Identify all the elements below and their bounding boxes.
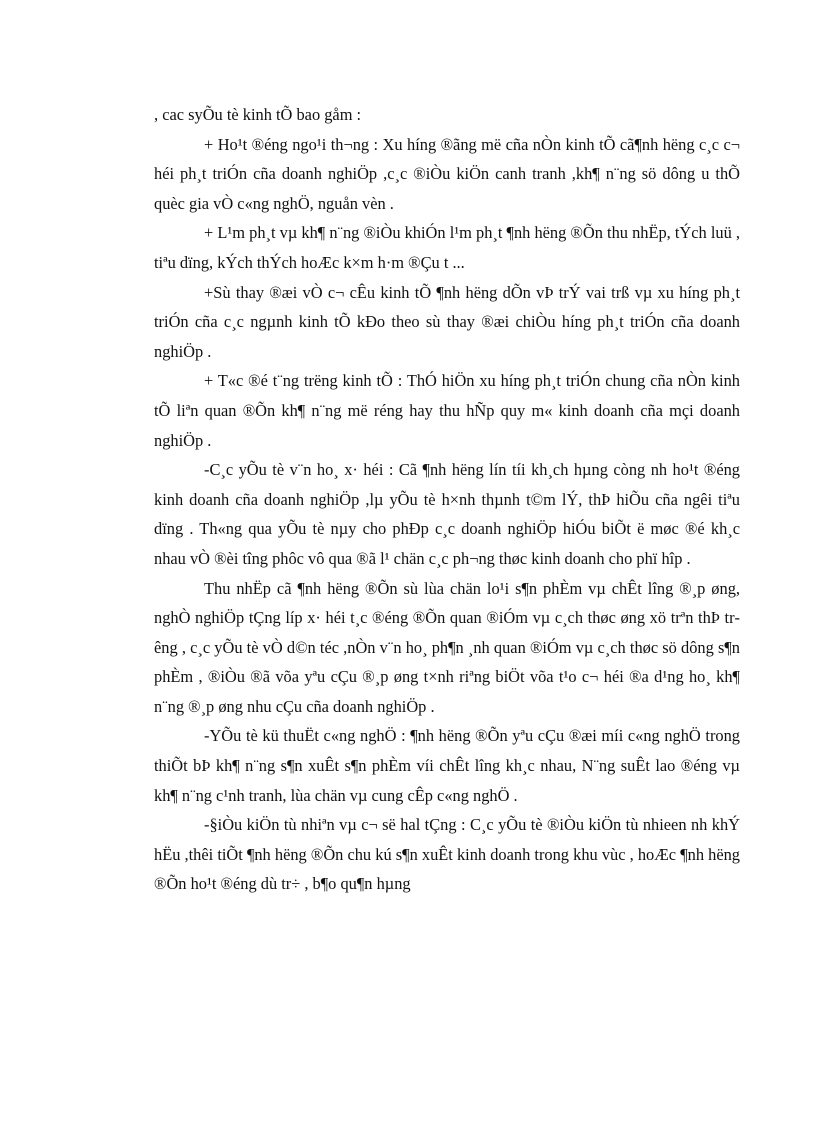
paragraph-natural-conditions: -§iÒu kiÖn tù nhiªn vµ c¬ së hal tÇng : C¸c yÕu tè ®iÒu kiÖn tù nhieen nh khÝ hËu ,thêi tiÕt ¶nh hëng ®Õn chu kú s¶n xuÊt kinh doanh trong khu vùc , hoÆc ¶nh hëng ®Õn ho¹t ®éng dù tr÷ , b¶o qu¶n hµng — [154, 815, 740, 894]
paragraph-technology: -YÕu tè kü thuËt c«ng nghÖ : ¶nh hëng ®Õn yªu cÇu ®æi míi c«ng nghÖ trong thiÕt bÞ kh¶ n¨ng s¶n xuÊt s¶n phÈm víi chÊt lîng kh¸c nhau, N¨ng suÊt lao ®éng vµ kh¶ n¨ng c¹nh tranh, lùa chän vµ cung cÊp c«ng nghÖ . — [154, 726, 740, 805]
paragraph-inflation: + L¹m ph¸t vµ kh¶ n¨ng ®iÒu khiÓn l¹m ph¸t ¶nh hëng ®Õn thu nhËp, tÝch luü , tiªu dïng, kÝch thÝch hoÆc k×m h·m ®Çu t ... — [154, 223, 740, 272]
paragraph-income: Thu nhËp cã ¶nh hëng ®Õn sù lùa chän lo¹i s¶n phÈm vµ chÊt lîng ®¸p øng, nghÒ nghiÖp tÇng líp x· héi t¸c ®éng ®Õn quan ®iÓm vµ c¸ch thøc øng xö trªn thÞ trêng , c¸c yÕu tè vÒ d©n téc ,nÒn v¨n ho¸ ph¶n ¸nh quan ®iÓm vµ c¸ch thøc sö dông s¶n phÈm , ®iÒu ®ã võa yªu cÇu ®¸p øng t×nh riªng biÖt võa t¹o c¬ héi ®a d¹ng ho¸ kh¶ n¨ng ®¸p øng nhu cÇu cña doanh nghiÖp . — [154, 578, 740, 716]
paragraph-foreign-trade: + Ho¹t ®éng ngo¹i th¬ng : Xu híng ®ãng më cña nÒn kinh tÕ cã¶nh hëng c¸c c¬ héi ph¸t triÓn cña doanh nghiÖp ,c¸c ®iÒu kiÖn canh tranh ,kh¶ n¨ng sö dông u thÕ quèc gia vÒ c«ng nghÖ, nguån vèn . — [154, 134, 740, 213]
paragraph-intro: , cac syÕu tè kinh tÕ bao gåm : — [154, 105, 362, 124]
paragraph-growth-rate: + T«c ®é t¨ng trëng kinh tÕ : ThÓ hiÖn xu híng ph¸t triÓn chung cña nÒn kinh tÕ liªn quan ®Õn kh¶ n¨ng më réng hay thu hÑp quy m« kinh doanh cña mçi doanh nghiÖp . — [154, 371, 740, 450]
paragraph-culture-society: -C¸c yÕu tè v¨n ho¸ x· héi : Cã ¶nh hëng lín tíi kh¸ch hµng còng nh ho¹t ®éng kinh doanh cña doanh nghiÖp ,lµ yÕu tè h×nh thµnh t©m lÝ, thÞ hiÕu cña ngêi tiªu dïng . Th«ng qua yÕu tè nµy cho phÐp c¸c doanh nghiÖp hiÓu biÕt ë møc ®é kh¸c nhau vÒ ®èi tîng phôc vô qua ®ã l¹ chän c¸c ph¬ng thøc kinh doanh cho phï hîp . — [154, 460, 740, 568]
paragraph-economic-structure: +Sù thay ®æi vÒ c¬ cÊu kinh tÕ ¶nh hëng dÕn vÞ trÝ vai trß vµ xu híng ph¸t triÓn cña c¸c ngµnh kinh tÕ kÐo theo sù thay ®æi chiÒu híng ph¸t triÓn cña doanh nghiÖp . — [154, 282, 740, 361]
body-text — [154, 100, 740, 899]
